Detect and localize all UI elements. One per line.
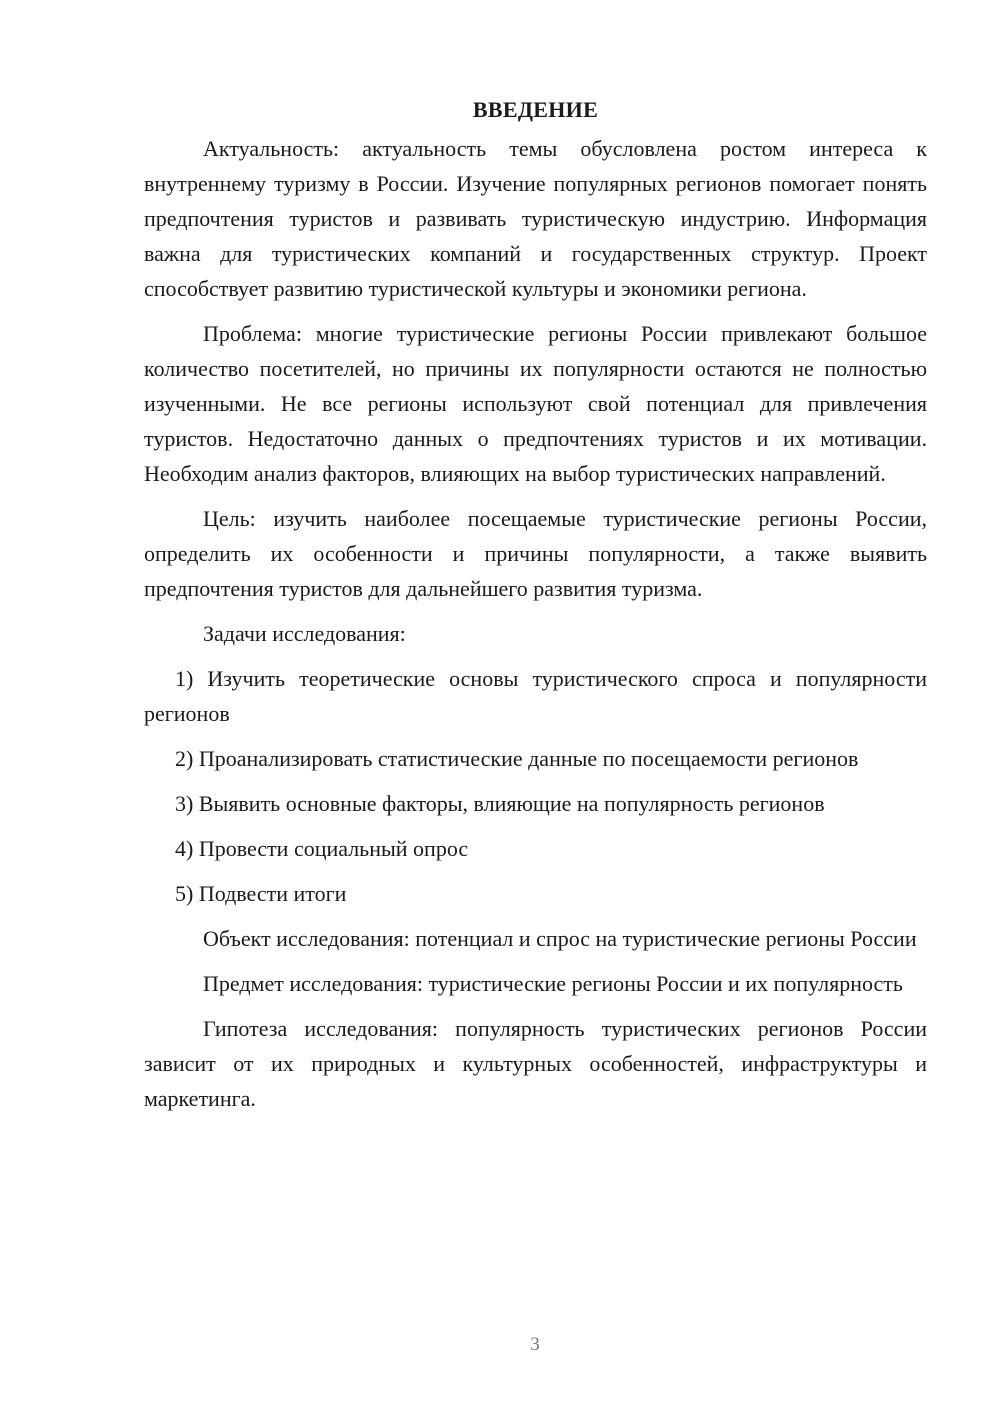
hypothesis-paragraph: Гипотеза исследования: популярность туристических регионов России зависит от их природных и культурных особенностей, инфраструктуры и маркетинга. [144,1016,927,1111]
subject-paragraph: Предмет исследования: туристические регионы России и их популярность [203,971,903,996]
task-item: 1) Изучить теоретические основы туристического спроса и популярности регионов [144,666,927,726]
task-item: 5) Подвести итоги [175,881,347,906]
goal-paragraph: Цель: изучить наиболее посещаемые туристические регионы России, определить их особенности и причины популярности, а также выявить предпочтения туристов для дальнейшего развития туризма. [144,506,927,601]
tasks-list [144,661,927,911]
task-item: 4) Провести социальный опрос [175,836,469,861]
section-title: ВВЕДЕНИЕ [472,97,599,122]
tasks-heading: Задачи исследования: [203,621,406,646]
object-paragraph: Объект исследования: потенциал и спрос на туристические регионы России [203,926,917,951]
problem-paragraph: Проблема: многие туристические регионы России привлекают большое количество посетителей, но причины их популярности остаются не полностью изученными. Не все регионы используют свой потенциал для привлечения туристов. Недостаточно данных о предпочтениях туристов и их мотивации. Необходим анализ факторов, влияющих на выбор туристических направлений. [144,321,927,486]
task-item: 2) Проанализировать статистические данные по посещаемости регионов [175,746,859,771]
document-page [144,92,927,1126]
task-item: 3) Выявить основные факторы, влияющие на популярность регионов [175,791,825,816]
page-number: 3 [530,1334,540,1355]
relevance-paragraph: Актуальность: актуальность темы обусловлена ростом интереса к внутреннему туризму в России. Изучение популярных регионов помогает понять предпочтения туристов и развивать туристическую индустрию. Информация важна для туристических компаний и государственных структур. Проект способствует развитию туристической культуры и экономики региона. [144,136,927,301]
